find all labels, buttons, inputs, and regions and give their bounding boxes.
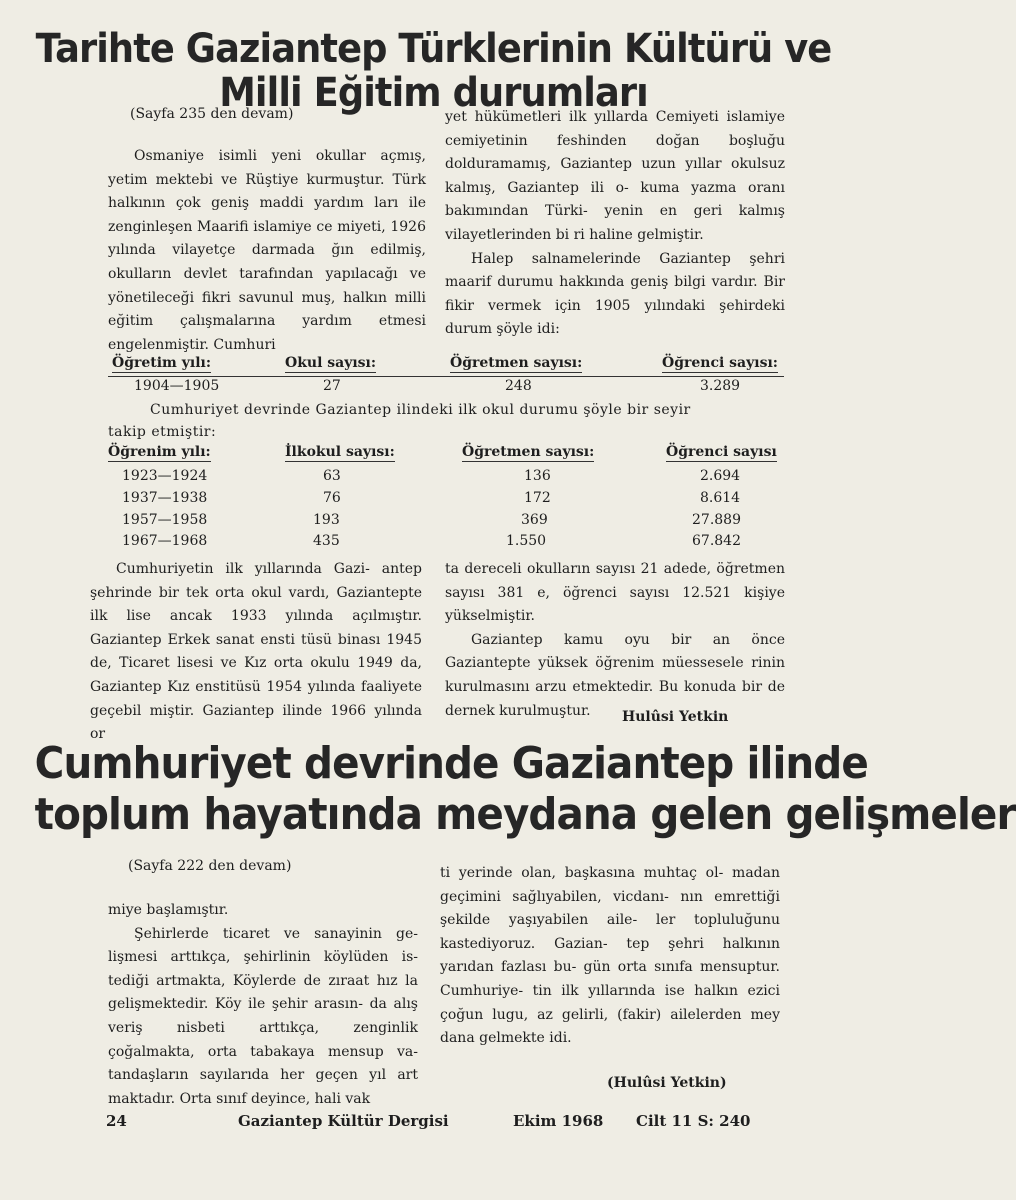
- article2-continued-note: (Sayfa 222 den devam): [128, 858, 292, 874]
- article1-right-column-2: [445, 558, 785, 723]
- table2-row3-schools: 193: [313, 512, 340, 528]
- table2-row4-year: 1967—1968: [122, 533, 208, 549]
- article2-right-column: [440, 862, 780, 1051]
- table1-header-schools: Okul sayısı:: [285, 355, 377, 371]
- article2-left-paragraph: Şehirlerde ticaret ve sanayinin ge- lişmesi arttıkça, şehirlinin köylüden is- tediği artmakta, Köylerde de zıraat hız la gelişmektedir. Köy ile şehir arasın- da alış veriş nisbeti arttıkça, zenginlik çoğalmakta, orta tabakaya mensup va- tandaşların sayılarıda her geçen yıl art maktadır. Orta sınıf deyince, hali vak: [108, 925, 418, 1107]
- table2-row4-teachers: 1.550: [506, 533, 547, 549]
- table1-header-students: Öğrenci sayısı:: [662, 355, 778, 371]
- table2-row2-students: 8.614: [700, 490, 741, 506]
- article1-signature: Hulûsi Yetkin: [622, 709, 729, 725]
- table1-cell-students: 3.289: [700, 378, 741, 394]
- table1-cell-year: 1904—1905: [134, 378, 220, 394]
- footer-page-number: 24: [106, 1112, 127, 1130]
- table2-header-year: Öğrenim yılı:: [108, 444, 211, 460]
- table2-row2-schools: 76: [323, 490, 341, 506]
- article2-title-line2: toplum hayatında meydana gelen gelişmeler: [34, 789, 1016, 840]
- table1-cell-teachers: 248: [505, 378, 532, 394]
- article2-left-first-line: miye başlamıştır.: [108, 902, 229, 918]
- article1-right-paragraph: yet hükümetleri ilk yıllarda Cemiyeti islamiye cemiyetinin feshinden doğan boşluğu dolduramamış, Gaziantep uzun yıllar okulsuz kalmış, Gaziantep ili o- kuma yazma oranı bakımından Türki- yenin en geri kalmış vilayetlerinden bi ri haline gelmiştir.: [445, 109, 785, 243]
- table2-header-teachers: Öğretmen sayısı:: [462, 444, 595, 460]
- article1-left-paragraph: Osmaniye isimli yeni okullar açmış, yetim mektebi ve Rüştiye kurmuştur. Türk halkının çok geniş maddi yardım ları ile zenginleşen Maarifi islamiye ce miyeti, 1926 yılında vilayetçe darmada ğın edilmiş, okulların devlet tarafından yapılacağı ve yönetileceği fikri savunul muş, halkın milli eğitim çalışmalarına yardım etmesi engelenmiştir. Cumhuri: [108, 148, 426, 353]
- article1-title-line1: Tarihte Gaziantep Türklerinin Kültürü ve: [35, 26, 832, 72]
- table2-row3-students: 27.889: [692, 512, 741, 528]
- article1-right-column: [445, 106, 785, 342]
- article1-left-column-2: [90, 558, 422, 747]
- table2-row2-teachers: 172: [524, 490, 551, 506]
- table2-row1-teachers: 136: [524, 468, 551, 484]
- article2-right-paragraph: ti yerinde olan, başkasına muhtaç ol- madan geçimini sağlıyabilen, vicdanı- nın emrettiği şekilde yaşıyabilen aile- ler topluluğunu kastediyoruz. Gazian- tep şehri halkının yarıdan fazlası bu- gün orta sınıfa mensuptur. Cumhuriye- tin ilk yıllarında ise halkın ezici çoğun lugu, az gelirli, (fakir) ailelerden mey dana gelmekte idi.: [440, 865, 780, 1047]
- table2-header-students: Öğrenci sayısı: [666, 444, 777, 460]
- table2-row1-students: 2.694: [700, 468, 741, 484]
- article1-mid-text: Cumhuriyet devrinde Gaziantep ilindeki ilk okul durumu şöyle bir seyir: [150, 402, 691, 418]
- article1-right-paragraph-3: Gaziantep kamu oyu bir an önce Gaziantepte yüksek öğrenim müessesele rinin kurulmasını arzu etmektedir. Bu konuda bir de dernek kurulmuştur.: [445, 631, 785, 719]
- table1-cell-schools: 27: [323, 378, 341, 394]
- table2-header-schools: İlkokul sayısı:: [285, 444, 395, 460]
- table2-row3-teachers: 369: [521, 512, 548, 528]
- footer-date: Ekim 1968: [513, 1112, 604, 1130]
- article2-left-column: [108, 899, 418, 1111]
- article1-mid-text-2: takip etmiştir:: [108, 424, 217, 440]
- article1-left-paragraph-2: Cumhuriyetin ilk yıllarında Gazi- antep şehrinde bir tek orta okul vardı, Gaziantepte ilk lise ancak 1933 yılında açılmıştır. Gaziantep Erkek sanat ensti tüsü binası 1945 de, Ticaret lisesi ve Kız orta okulu 1949 da, Gaziantep Kız enstitüsü 1954 yılında faaliyete geçebil miştir. Gaziantep ilinde 1966 yılında or: [90, 561, 422, 743]
- footer-magazine-name: Gaziantep Kültür Dergisi: [238, 1112, 449, 1130]
- table2-row4-schools: 435: [313, 533, 340, 549]
- article1-continued-note: (Sayfa 235 den devam): [130, 106, 294, 122]
- article1-right-paragraph: Halep salnamelerinde Gaziantep şehri maarif durumu hakkında geniş bilgi vardır. Bir fikir vermek için 1905 yılındaki şehirdeki durum şöyle idi:: [445, 250, 785, 338]
- article1-title-line2: Milli Eğitim durumları: [219, 70, 648, 116]
- article2-title-line1: Cumhuriyet devrinde Gaziantep ilinde: [34, 738, 868, 789]
- table2-row2-year: 1937—1938: [122, 490, 208, 506]
- footer-issue: Cilt 11 S: 240: [636, 1112, 751, 1130]
- table2-row4-students: 67.842: [692, 533, 741, 549]
- table2-row1-schools: 63: [323, 468, 341, 484]
- table2-row1-year: 1923—1924: [122, 468, 208, 484]
- table1-header-year: Öğretim yılı:: [112, 355, 211, 371]
- article2-signature: (Hulûsi Yetkin): [607, 1075, 727, 1091]
- article1-right-paragraph-2: ta dereceli okulların sayısı 21 adede, öğretmen sayısı 381 e, öğrenci sayısı 12.521 kişiye yükselmiştir.: [445, 561, 785, 625]
- article1-left-column: [108, 145, 426, 357]
- table1-header-teachers: Öğretmen sayısı:: [450, 355, 583, 371]
- table1-rule: [108, 376, 784, 377]
- table2-row3-year: 1957—1958: [122, 512, 208, 528]
